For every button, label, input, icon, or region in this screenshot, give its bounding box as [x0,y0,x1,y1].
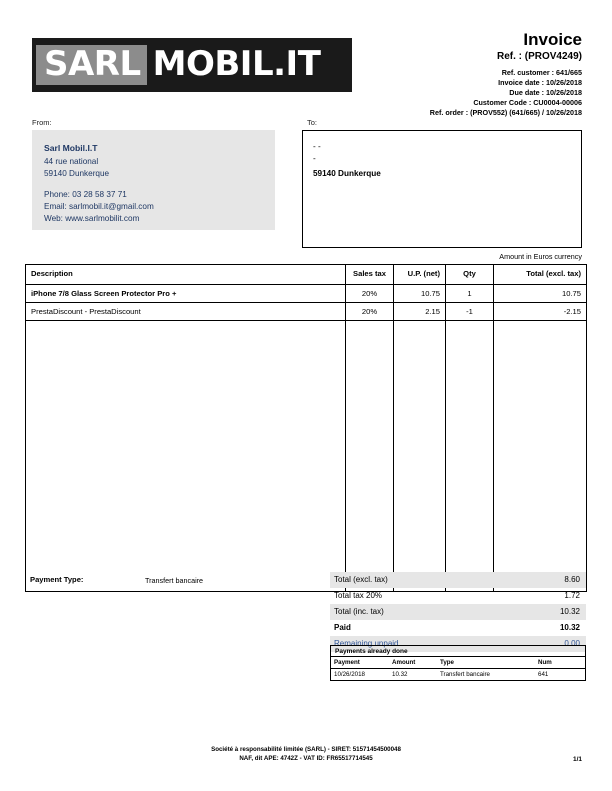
payments-cell-type: Transfert bancaire [440,671,490,678]
empty-cell-qty [446,321,494,592]
empty-cell-up [394,321,446,592]
sender-web: Web: www.sarlmobilit.com [44,214,140,223]
row-description: iPhone 7/8 Glass Screen Protector Pro + [26,285,346,303]
paid-row [330,620,586,636]
totals-block [330,572,586,652]
payments-header-type: Type [437,657,535,669]
payments-cell-num: 641 [538,671,549,678]
recipient-line-2: - [313,154,316,163]
invoice-reference: Ref. : (PROV4249) [496,51,582,62]
empty-cell-total [494,321,587,592]
total-tax-value: 1.72 [564,591,580,600]
total-inc-tax-label: Total (inc. tax) [334,607,384,616]
payment-type-value: Transfert bancaire [145,576,204,585]
recipient-city: 59140 Dunkerque [313,169,381,178]
total-tax-row [330,588,586,604]
table-empty-space [26,321,587,592]
invoice-header [32,30,582,120]
to-label: To: [307,118,318,127]
row-description: PrestaDiscount - PrestaDiscount [26,303,346,321]
empty-cell-description [26,321,346,592]
meta-ref-customer: Ref. customer : 641/665 [501,68,582,77]
paid-value: 10.32 [559,623,580,632]
row-unit-price: 2.15 [394,303,446,321]
row-unit-price: 10.75 [394,285,446,303]
remaining-unpaid-label: Remaining unpaid [334,639,399,648]
row-sales-tax: 20% [346,285,394,303]
footer-line-1: Société à responsabilité limitée (SARL) - SIRET: 51571454500048 [211,746,401,753]
total-tax-label: Total tax 20% [334,591,383,600]
line-items-table [25,264,587,592]
row-qty: -1 [446,303,494,321]
page-title: Invoice [523,30,582,49]
meta-due-date: Due date : 10/26/2018 [509,88,582,97]
total-excl-tax-row [330,572,586,588]
payments-done-table [331,657,585,680]
total-excl-tax-label: Total (excl. tax) [334,575,388,584]
table-row [26,303,587,321]
empty-cell-tax [346,321,394,592]
sender-street: 44 rue national [44,157,99,166]
paid-label: Paid [334,623,351,632]
meta-ref-order: Ref. order : (PROV552) (641/665) / 10/26/2018 [429,108,582,117]
sender-name: Sarl Mobil.I.T [44,143,98,153]
page-footer [0,745,612,763]
sender-phone: Phone: 03 28 58 37 71 [44,190,127,199]
recipient-line-1: - - [313,142,321,151]
payments-cell-amount: 10.32 [392,671,408,678]
sender-address-block [32,130,275,230]
total-excl-tax-value: 8.60 [564,575,580,584]
payments-done-title: Payments already done [331,646,585,657]
payments-done-block [330,645,586,681]
logo-text-mobilit: MOBIL.IT [152,44,321,84]
header-unit-price: U.P. (net) [394,265,446,285]
total-inc-tax-value: 10.32 [559,607,580,616]
row-qty: 1 [446,285,494,303]
row-total: 10.75 [494,285,587,303]
table-row [26,285,587,303]
row-total: -2.15 [494,303,587,321]
meta-customer-code: Customer Code : CU0004-00006 [473,98,582,107]
remaining-unpaid-value: 0.00 [564,639,580,648]
payments-header-num: Num [535,657,585,669]
total-inc-tax-row [330,604,586,620]
header-sales-tax: Sales tax [346,265,394,285]
invoice-meta-block [430,30,582,118]
currency-note: Amount in Euros currency [499,252,582,261]
payments-row [331,669,585,681]
payments-header-amount: Amount [389,657,437,669]
sender-email: Email: sarlmobil.it@gmail.com [44,202,154,211]
row-sales-tax: 20% [346,303,394,321]
page-number: 1/1 [572,756,582,763]
payments-header-payment: Payment [331,657,389,669]
recipient-address-block [302,130,582,248]
sender-city: 59140 Dunkerque [44,169,110,178]
logo-text-sarl: SARL [36,45,147,85]
from-label: From: [32,118,52,127]
payments-cell-date: 10/26/2018 [334,671,365,678]
footer-line-2: NAF, dit APE: 4742Z - VAT ID: FR65517714545 [239,755,373,762]
payment-type-label: Payment Type: [30,575,84,584]
header-total: Total (excl. tax) [494,265,587,285]
table-header-row [26,265,587,285]
company-logo [32,38,352,92]
meta-invoice-date: Invoice date : 10/26/2018 [498,78,582,87]
header-qty: Qty [446,265,494,285]
payments-header-row [331,657,585,669]
header-description: Description [26,265,346,285]
